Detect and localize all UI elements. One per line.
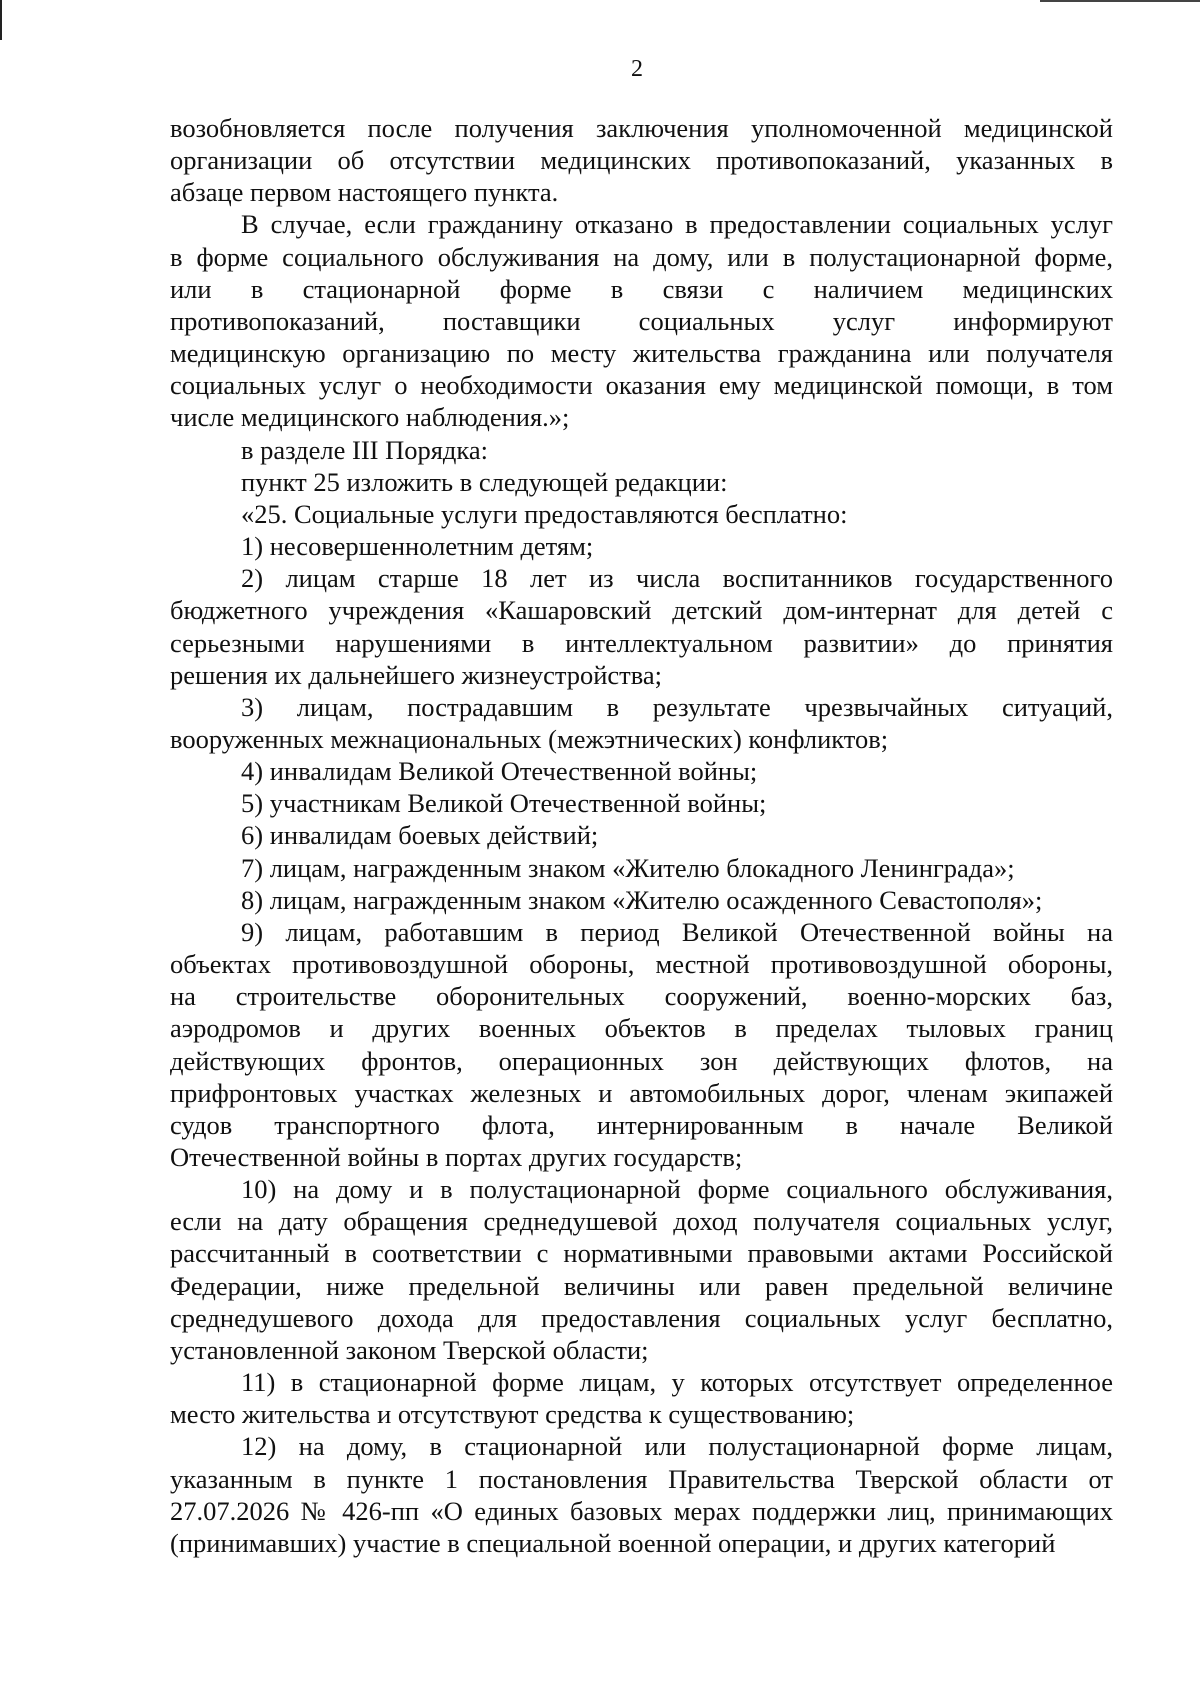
paragraph [170,852,1113,884]
text-line: серьезными нарушениями в интеллектуальном развитии» до принятия [170,627,1113,658]
text-line: абзаце первом настоящего пункта. [170,177,559,208]
text-line: Отечественной войны в портах других государств; [170,1142,743,1172]
paragraph [170,434,1113,466]
paragraph [170,466,1113,498]
text-line: 7) лицам, награжденным знаком «Жителю блокадного Ленинграда»; [241,852,1015,883]
text-line: аэродромов и других военных объектов в пределах тыловых границ [170,1013,1113,1044]
document-body [170,112,1113,1559]
text-line: 11) в стационарной форме лицам, у которых отсутствует определенное [241,1367,1113,1398]
text-line: место жительства и отсутствуют средства к существованию; [170,1399,855,1430]
text-line: 6) инвалидам боевых действий; [241,820,599,851]
text-line: в форме социального обслуживания на дому, или в полустационарной форме, [170,241,1113,272]
text-line: 5) участникам Великой Отечественной войны; [241,788,767,819]
paragraph [170,530,1113,562]
text-line: 3) лицам, пострадавшим в результате чрезвычайных ситуаций, [241,691,1113,722]
text-line: медицинскую организацию по месту жительства гражданина или получателя [170,338,1113,369]
text-line: указанным в пункте 1 постановления Правительства Тверской области от [170,1463,1113,1494]
text-line: 27.07.2026 № 426-пп «О единых базовых мерах поддержки лиц, принимающих [170,1495,1113,1526]
text-line: 8) лицам, награжденным знаком «Жителю осажденного Севастополя»; [241,884,1043,915]
text-line: В случае, если гражданину отказано в предоставлении социальных услуг [241,209,1113,240]
paragraph [170,916,1113,1173]
text-line: возобновляется после получения заключения уполномоченной медицинской [170,113,1113,143]
paragraph [170,691,1113,755]
text-line: 12) на дому, в стационарной или полустационарной форме лицам, [241,1431,1113,1462]
text-line: Федерации, ниже предельной величины или равен предельной величине [170,1270,1113,1301]
text-line: если на дату обращения среднедушевой доход получателя социальных услуг, [170,1206,1113,1237]
text-line: противопоказаний, поставщики социальных услуг информируют [170,305,1113,336]
scan-edge-mark [1040,0,1200,2]
text-line: рассчитанный в соответствии с нормативными правовыми актами Российской [170,1238,1113,1269]
text-line: среднедушевого дохода для предоставления социальных услуг бесплатно, [170,1302,1113,1333]
text-line: 10) на дому и в полустационарной форме социального обслуживания, [241,1174,1113,1205]
page-number: 2 [631,56,643,82]
text-line: числе медицинского наблюдения.»; [170,402,570,433]
paragraph [170,1366,1113,1430]
scan-edge-mark [0,0,2,40]
paragraph [170,884,1113,916]
paragraph [170,112,1113,208]
paragraph [170,787,1113,819]
paragraph [170,1173,1113,1366]
paragraph [170,208,1113,433]
text-line: социальных услуг о необходимости оказания ему медицинской помощи, в том [170,370,1113,401]
text-line: 2) лицам старше 18 лет из числа воспитанников государственного [241,563,1113,594]
paragraph [170,562,1113,691]
text-line: 1) несовершеннолетним детям; [241,531,594,562]
text-line: вооруженных межнациональных (межэтнических) конфликтов; [170,723,889,754]
paragraph [170,819,1113,851]
text-line: бюджетного учреждения «Кашаровский детский дом-интернат для детей с [170,595,1113,626]
text-line: объектах противовоздушной обороны, местной противовоздушной обороны, [170,949,1113,980]
text-line: 9) лицам, работавшим в период Великой Отечественной войны на [241,916,1113,947]
text-line: действующих фронтов, операционных зон действующих флотов, на [170,1045,1113,1076]
text-line: (принимавших) участие в специальной военной операции, и других категорий [170,1527,1056,1558]
text-line: судов транспортного флота, интернированным в начале Великой [170,1109,1113,1140]
text-line: «25. Социальные услуги предоставляются бесплатно: [241,498,848,529]
text-line: в разделе III Порядка: [241,434,489,465]
text-line: установленной законом Тверской области; [170,1334,649,1365]
paragraph [170,755,1113,787]
text-line: пункт 25 изложить в следующей редакции: [241,466,728,497]
text-line: решения их дальнейшего жизнеустройства; [170,659,663,690]
text-line: организации об отсутствии медицинских противопоказаний, указанных в [170,145,1113,176]
text-line: на строительстве оборонительных сооружений, военно-морских баз, [170,981,1113,1012]
text-line: или в стационарной форме в связи с наличием медицинских [170,273,1113,304]
paragraph [170,1430,1113,1559]
paragraph [170,498,1113,530]
text-line: 4) инвалидам Великой Отечественной войны; [241,756,758,787]
text-line: прифронтовых участках железных и автомобильных дорог, членам экипажей [170,1077,1113,1108]
